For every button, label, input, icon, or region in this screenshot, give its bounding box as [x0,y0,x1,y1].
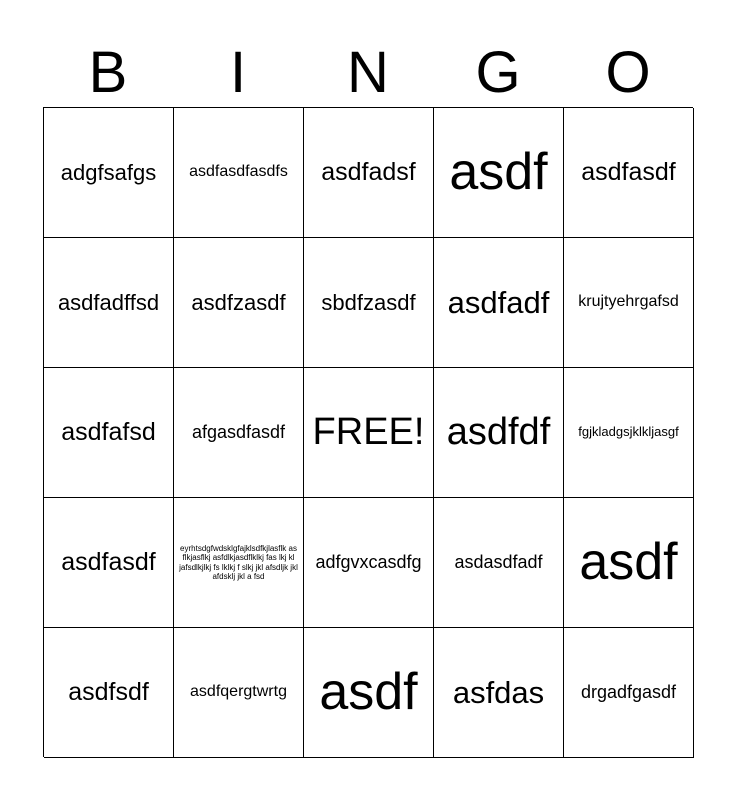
cell-text: adgfsafgs [60,159,157,185]
bingo-cell-r5-c2[interactable] [174,628,304,758]
cell-text: fgjkladgsjklkljasgf [578,424,679,440]
cell-text: asdf [319,662,418,721]
cell-text: asdfsdf [68,678,149,707]
cell-text: asdfasdfasdfs [189,163,288,181]
cell-text: sbdfzasdf [321,289,416,315]
bingo-cell-r3-c1[interactable] [44,368,174,498]
cell-text: eyrhtsdgfwdsklgfajklsdfkjlasflk as flkjasflkj asfdlkjasdflklkj fas lkj kl jafsdlkjlkj fs lklkj f slkj jkl afsdljk jkl afdsklj jkl a fsd [179,544,298,581]
bingo-cell-r2-c2[interactable] [174,238,304,368]
cell-text: asdfqergtwrtg [190,683,287,701]
bingo-cell-r1-c3[interactable] [304,108,434,238]
bingo-cell-r1-c4[interactable] [434,108,564,238]
bingo-cell-r4-c5[interactable] [564,498,694,628]
bingo-cell-r1-c5[interactable] [564,108,694,238]
header-letter-o: O [605,40,651,105]
bingo-cell-r3-c3[interactable] [304,368,434,498]
cell-text: drgadfgasdf [580,682,677,703]
bingo-cell-r1-c1[interactable] [44,108,174,238]
cell-text: asdfadf [447,284,550,320]
cell-text: asfdas [452,674,545,710]
bingo-cell-r3-c2[interactable] [174,368,304,498]
cell-text: asdfadffsd [57,289,160,315]
cell-text: asdasdfadf [454,552,543,573]
bingo-cell-r2-c5[interactable] [564,238,694,368]
cell-text: asdfasdf [581,158,676,187]
bingo-cell-r3-c4[interactable] [434,368,564,498]
header-letter-b: B [88,40,128,105]
header-letter-i: I [229,40,247,105]
cell-text: asdfdf [446,410,551,453]
cell-text: afgasdfasdf [191,422,286,443]
bingo-cell-r1-c2[interactable] [174,108,304,238]
bingo-cell-r5-c1[interactable] [44,628,174,758]
bingo-cell-r4-c3[interactable] [304,498,434,628]
cell-text: asdfzasdf [191,289,286,315]
bingo-cell-r2-c1[interactable] [44,238,174,368]
bingo-header [43,38,693,108]
bingo-cell-r3-c5[interactable] [564,368,694,498]
cell-text: adfgvxcasdfg [315,552,422,573]
bingo-grid [43,107,693,757]
bingo-cell-r5-c4[interactable] [434,628,564,758]
cell-text: asdf [579,532,678,591]
cell-text: asdfadsf [321,158,416,187]
cell-text: asdf [449,142,548,201]
bingo-cell-r4-c2[interactable] [174,498,304,628]
cell-text: asdfafsd [61,418,156,447]
cell-text: asdfasdf [61,548,156,577]
bingo-cell-r5-c3[interactable] [304,628,434,758]
bingo-cell-r5-c5[interactable] [564,628,694,758]
bingo-cell-r4-c4[interactable] [434,498,564,628]
bingo-cell-r2-c4[interactable] [434,238,564,368]
header-letter-n: N [347,40,389,105]
header-letter-g: G [475,40,521,105]
bingo-cell-r2-c3[interactable] [304,238,434,368]
cell-text: FREE! [312,410,425,453]
bingo-cell-r4-c1[interactable] [44,498,174,628]
cell-text: krujtyehrgafsd [578,293,679,311]
